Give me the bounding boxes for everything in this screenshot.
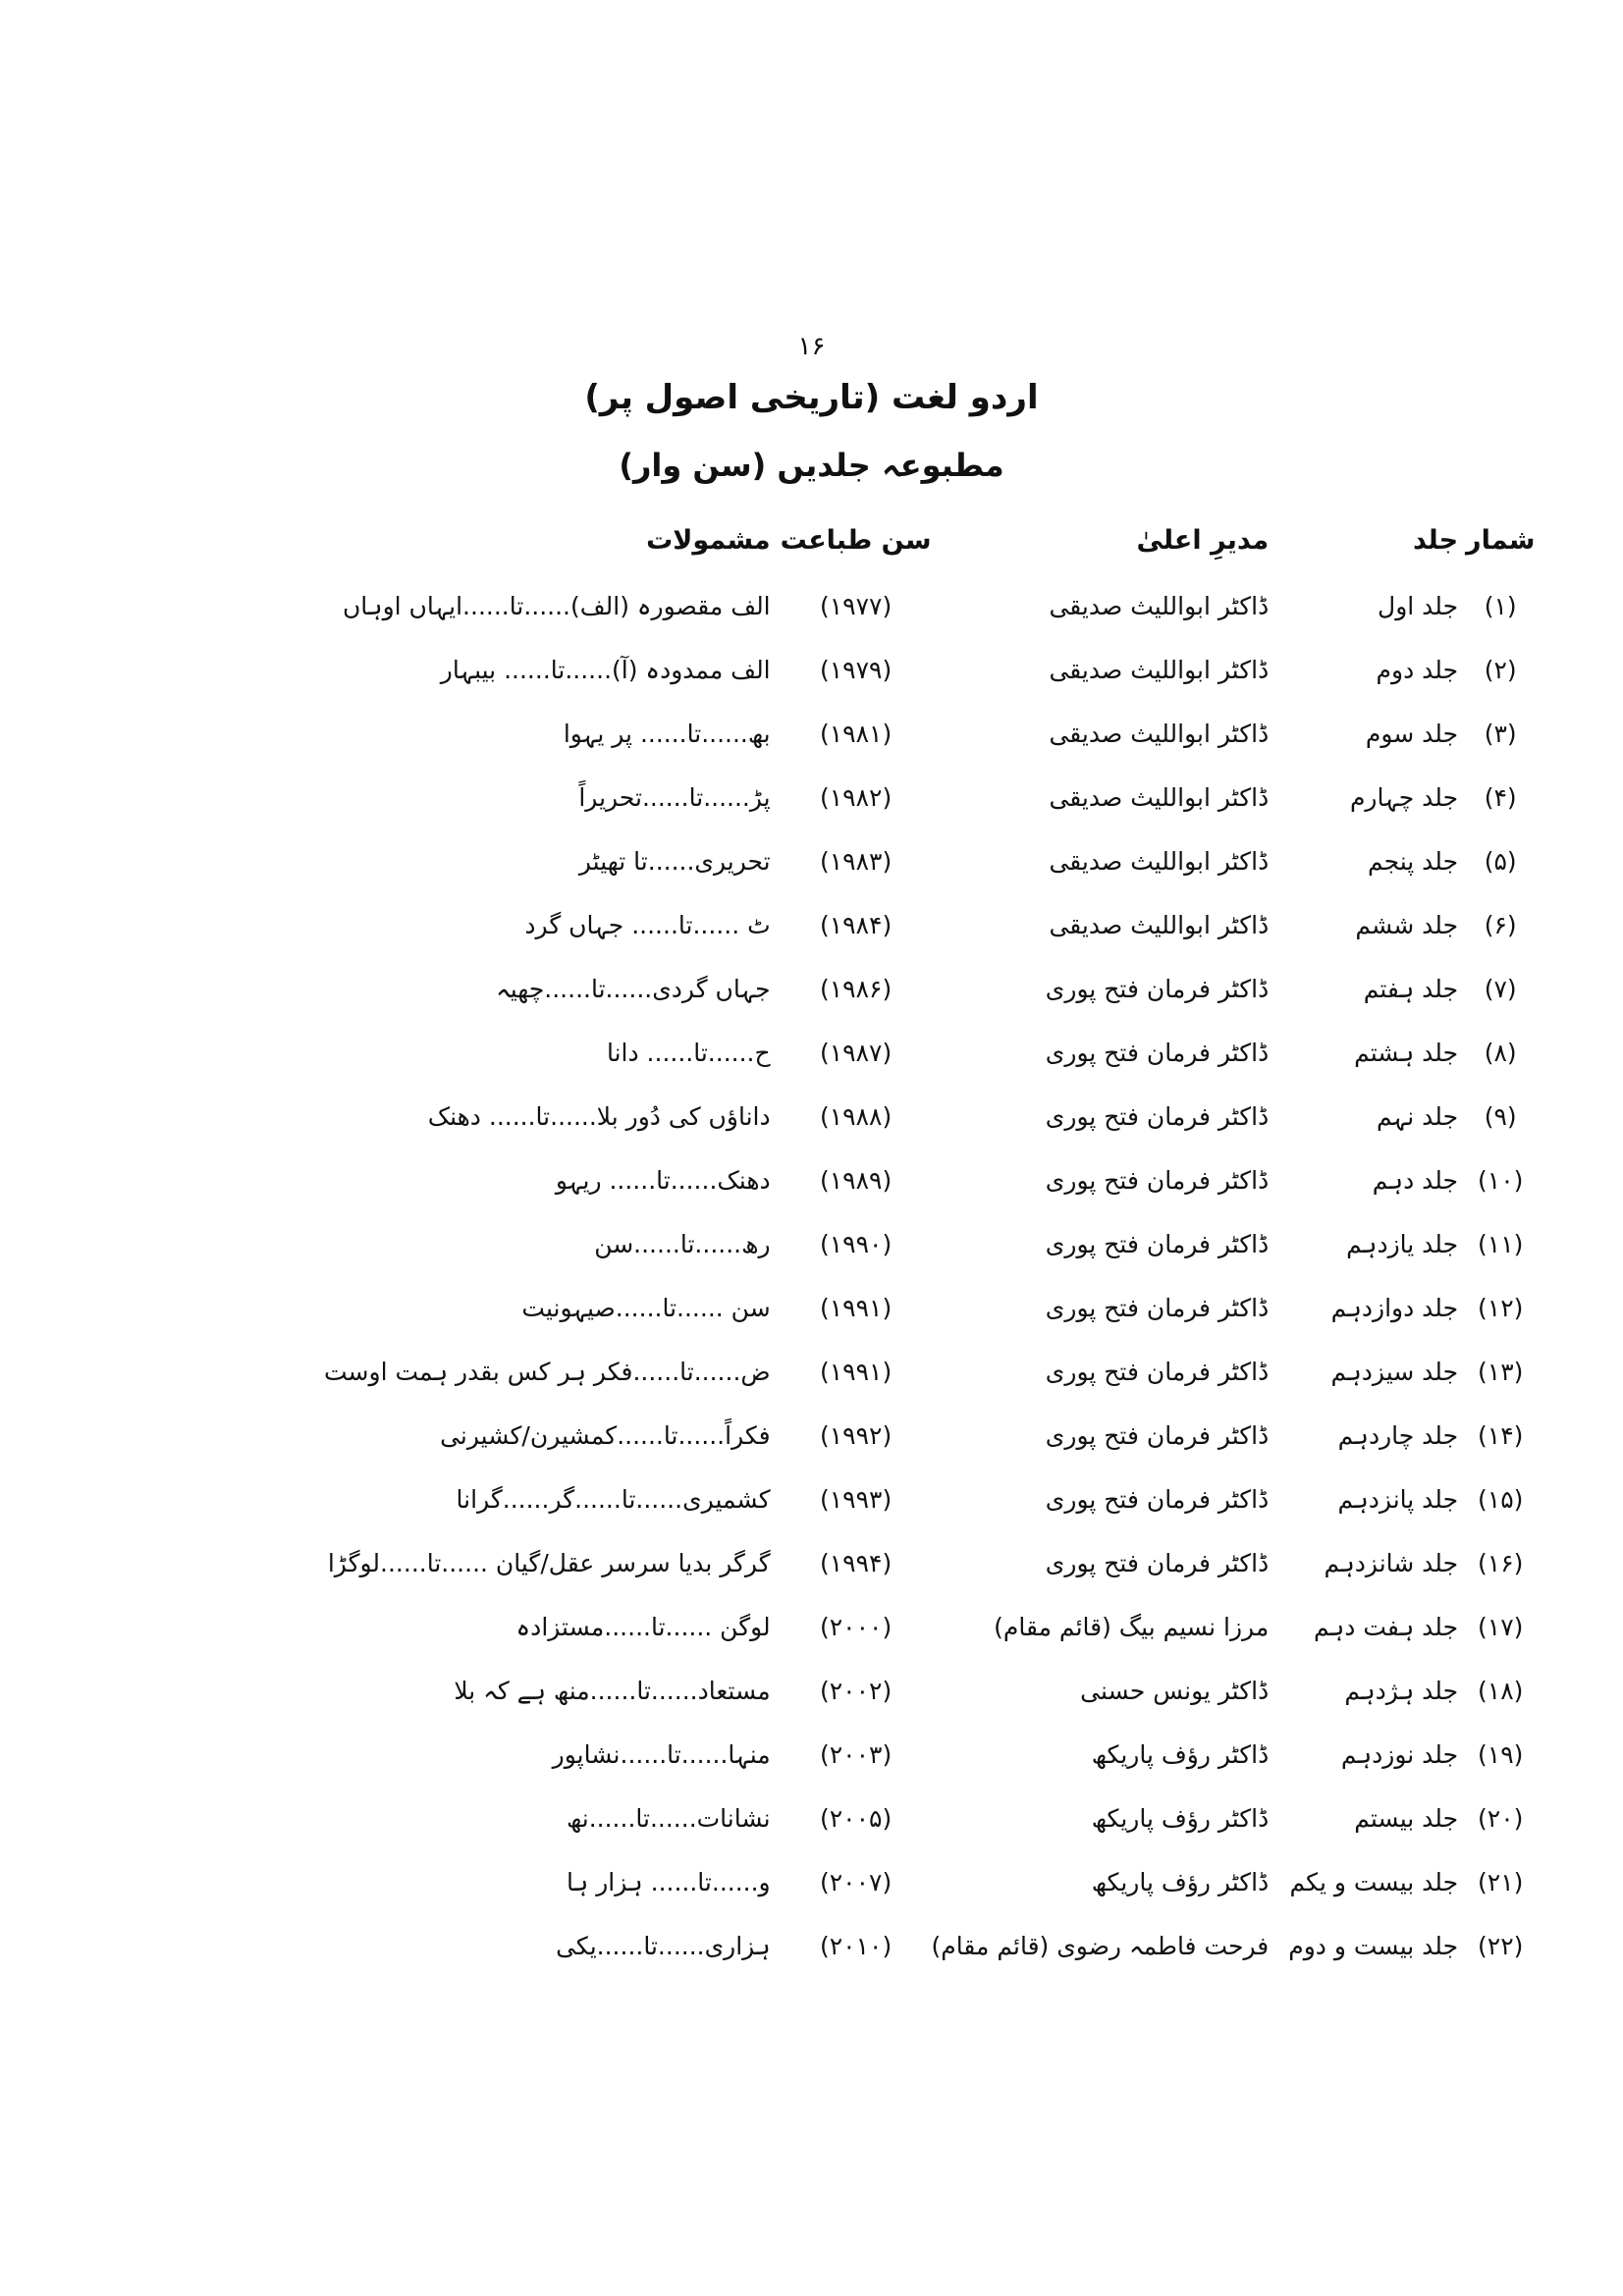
row-contents: تحریری......تا تھیٹر [578,847,771,876]
table-row [324,766,1535,829]
table-row [324,638,1535,702]
row-year: (۲۰۰۰) [819,1613,893,1641]
row-contents: فکراً......تا......کمشیرن/کشیرنی [440,1421,771,1450]
row-editor: ڈاکٹر ابواللیث صدیقی [1049,783,1270,812]
row-editor: ڈاکٹر فرمان فتح پوری [1045,975,1270,1003]
row-volume: جلد دوم [1376,656,1459,684]
table-row [324,1914,1535,1978]
row-number: (۱۲) [1478,1294,1524,1322]
row-editor: ڈاکٹر فرمان فتح پوری [1045,1166,1270,1195]
row-year: (۲۰۰۲) [819,1677,893,1705]
row-editor: ڈاکٹر فرمان فتح پوری [1045,1102,1270,1131]
row-year: (۲۰۰۵) [819,1804,893,1833]
row-number: (۱۴) [1478,1421,1524,1450]
row-contents: ہزاری......تا......یکی [556,1932,771,1960]
row-number: (۲۲) [1478,1932,1524,1960]
table-row [324,1148,1535,1212]
row-contents: و......تا...... ہزار ہا [567,1868,771,1896]
row-contents: لوگن ......تا......مستزادہ [515,1613,771,1641]
row-volume: جلد دہم [1372,1166,1459,1195]
row-number: (۱۰) [1478,1166,1524,1195]
row-year: (۲۰۰۷) [819,1868,893,1896]
volumes-table [324,506,1535,1978]
table-row [324,1787,1535,1850]
header-number: شمار [1466,524,1536,556]
row-volume: جلد بیست و دوم [1288,1932,1459,1960]
row-year: (۱۹۸۳) [819,847,893,876]
row-number: (۱۹) [1478,1740,1524,1769]
row-volume: جلد چاردہم [1337,1421,1459,1450]
row-number: (۱۸) [1478,1677,1524,1705]
row-year: (۱۹۸۲) [819,783,893,812]
row-contents: پڑ......تا......تحریراً [578,783,771,812]
row-contents: ح......تا...... دانا [606,1039,771,1067]
row-contents: منہا......تا......نشاپور [552,1740,771,1769]
table-row [324,1723,1535,1787]
row-number: (۹) [1484,1102,1517,1131]
row-year: (۱۹۹۲) [819,1421,893,1450]
row-contents: جہاں گردی......تا......چھیہ [496,975,771,1003]
row-volume: جلد ہژدہم [1344,1677,1459,1705]
row-editor: ڈاکٹر فرمان فتح پوری [1045,1485,1270,1514]
row-editor: ڈاکٹر فرمان فتح پوری [1045,1358,1270,1386]
table-row [324,1595,1535,1659]
row-year: (۱۹۸۷) [819,1039,893,1067]
table-row [324,1021,1535,1085]
row-editor: ڈاکٹر رؤف پاریکھ [1091,1740,1270,1769]
table-row [324,829,1535,893]
row-volume: جلد چہارم [1349,783,1459,812]
table-row [324,893,1535,957]
row-year: (۱۹۹۱) [819,1294,893,1322]
table-row [324,957,1535,1021]
row-volume: جلد ہشتم [1354,1039,1459,1067]
row-year: (۱۹۹۱) [819,1358,893,1386]
row-number: (۵) [1484,847,1517,876]
row-number: (۲) [1484,656,1517,684]
row-contents: ٹ ......تا...... جہاں گرد [524,911,771,939]
row-contents: کشمیری......تا......گر......گرانا [456,1485,771,1514]
header-volume: جلد [1412,524,1459,556]
row-volume: جلد یازدہم [1346,1230,1459,1258]
table-row [324,574,1535,638]
row-contents: دھنک......تا...... ریہو [555,1166,771,1195]
row-volume: جلد پنجم [1367,847,1459,876]
table-row [324,1404,1535,1468]
table-row [324,702,1535,766]
row-year: (۱۹۸۹) [819,1166,893,1195]
row-number: (۱۳) [1478,1358,1524,1386]
row-volume: جلد نہم [1376,1102,1459,1131]
row-editor: ڈاکٹر ابواللیث صدیقی [1049,847,1270,876]
row-year: (۱۹۸۱) [819,720,893,748]
row-year: (۲۰۰۳) [819,1740,893,1769]
table-body [324,574,1535,1978]
row-number: (۱) [1484,592,1517,620]
row-volume: جلد شانزدہم [1324,1549,1459,1577]
row-contents: سن ......تا......صیہونیت [521,1294,771,1322]
page-number: ۱۶ [797,332,826,361]
row-number: (۱۶) [1478,1549,1524,1577]
row-number: (۶) [1484,911,1517,939]
row-editor: ڈاکٹر فرمان فتح پوری [1045,1549,1270,1577]
row-editor: ڈاکٹر رؤف پاریکھ [1091,1868,1270,1896]
row-number: (۴) [1484,783,1517,812]
table-row [324,1659,1535,1723]
table-header-row [324,506,1535,574]
row-contents: الف مقصورہ (الف)......تا......ایہاں اوہاں [342,592,771,620]
row-contents: رھ......تا......سن [594,1230,771,1258]
row-volume: جلد اول [1378,592,1459,620]
row-editor: ڈاکٹر فرمان فتح پوری [1045,1421,1270,1450]
row-contents: ض......تا......فکر ہر کس بقدر ہمت اوست [324,1358,771,1386]
row-number: (۷) [1484,975,1517,1003]
row-number: (۱۱) [1478,1230,1524,1258]
row-editor: ڈاکٹر فرمان فتح پوری [1045,1039,1270,1067]
row-editor: ڈاکٹر فرمان فتح پوری [1045,1294,1270,1322]
row-contents: الف ممدودہ (آ)......تا...... بیبہار [440,656,771,684]
row-editor: ڈاکٹر رؤف پاریکھ [1091,1804,1270,1833]
row-contents: گرگر بدیا سرسر عقل/گیان ......تا......لوگڑا [327,1549,771,1577]
row-year: (۱۹۸۴) [819,911,893,939]
row-number: (۱۵) [1478,1485,1524,1514]
row-volume: جلد بیستم [1354,1804,1459,1833]
row-number: (۳) [1484,720,1517,748]
row-number: (۱۷) [1478,1613,1524,1641]
row-year: (۲۰۱۰) [819,1932,893,1960]
table-row [324,1531,1535,1595]
row-year: (۱۹۹۳) [819,1485,893,1514]
row-editor: ڈاکٹر ابواللیث صدیقی [1049,656,1270,684]
row-editor: ڈاکٹر ابواللیث صدیقی [1049,911,1270,939]
row-editor: ڈاکٹر یونس حسنی [1080,1677,1270,1705]
row-year: (۱۹۹۴) [819,1549,893,1577]
row-volume: جلد دوازدہم [1330,1294,1459,1322]
table-row [324,1276,1535,1340]
table-row [324,1468,1535,1531]
row-number: (۲۰) [1478,1804,1524,1833]
row-volume: جلد ہفت دہم [1314,1613,1459,1641]
row-year: (۱۹۹۰) [819,1230,893,1258]
row-year: (۱۹۸۸) [819,1102,893,1131]
row-contents: نشانات......تا......نھ [566,1804,771,1833]
row-editor: ڈاکٹر ابواللیث صدیقی [1049,592,1270,620]
table-row [324,1850,1535,1914]
page-title: اردو لغت (تاریخی اصول پر) [584,378,1039,417]
header-contents: مشمولات [646,524,771,556]
page-subtitle: مطبوعہ جلدیں (سن وار) [619,447,1004,484]
row-volume: جلد ہفتم [1363,975,1459,1003]
table-row [324,1340,1535,1404]
row-editor: ڈاکٹر ابواللیث صدیقی [1049,720,1270,748]
row-year: (۱۹۷۹) [819,656,893,684]
row-contents: مستعاد......تا......منھ ہے کہ بلا [454,1677,771,1705]
table-row [324,1212,1535,1276]
row-volume: جلد ششم [1355,911,1459,939]
row-volume: جلد سیزدہم [1330,1358,1459,1386]
row-editor: ڈاکٹر فرمان فتح پوری [1045,1230,1270,1258]
row-year: (۱۹۸۶) [819,975,893,1003]
header-year: سن طباعت [780,524,932,556]
row-contents: داناؤں کی دُور بلا......تا...... دھنک [427,1102,771,1131]
row-volume: جلد نوزدہم [1340,1740,1459,1769]
row-editor: مرزا نسیم بیگ (قائم مقام) [994,1613,1270,1641]
header-editor: مدیرِ اعلیٰ [1136,524,1270,556]
row-volume: جلد بیست و یکم [1289,1868,1459,1896]
row-contents: بھ......تا...... پر یہوا [563,720,771,748]
row-volume: جلد سوم [1365,720,1459,748]
row-editor: فرحت فاطمہ رضوی (قائم مقام) [931,1932,1270,1960]
row-number: (۲۱) [1478,1868,1524,1896]
table-row [324,1085,1535,1148]
row-volume: جلد پانزدہم [1337,1485,1459,1514]
row-number: (۸) [1484,1039,1517,1067]
row-year: (۱۹۷۷) [819,592,893,620]
